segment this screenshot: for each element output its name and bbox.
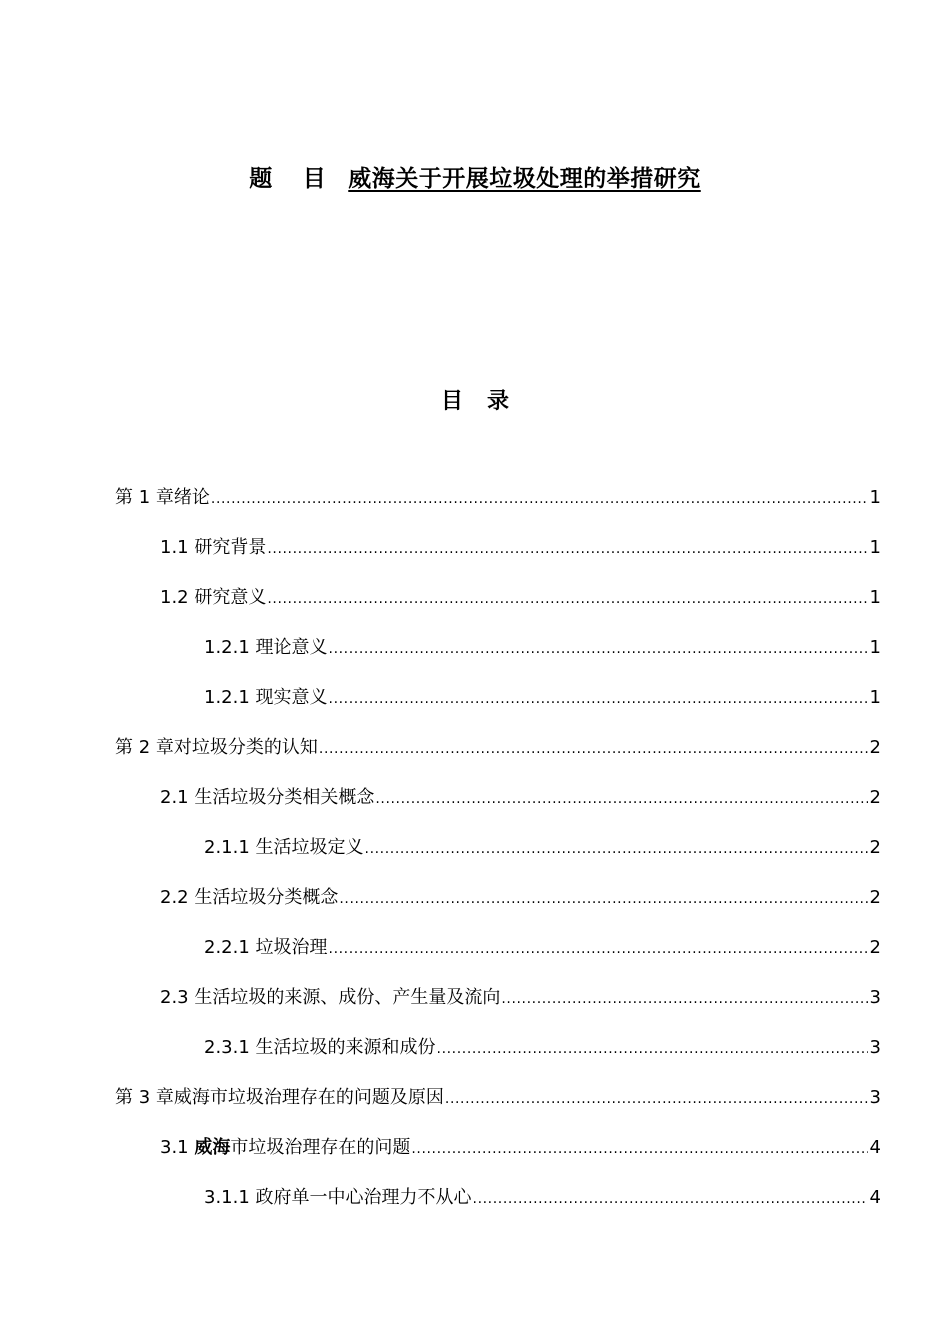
- toc-entry-label: 2.1 生活垃圾分类相关概念: [160, 787, 375, 808]
- toc-entry-ch1[interactable]: [115, 483, 881, 517]
- toc-heading: 目 录: [440, 389, 510, 414]
- toc-entry-label: 1.2.1 理论意义: [204, 637, 328, 658]
- toc-entry-1-2-1a[interactable]: [204, 633, 881, 667]
- toc-entry-2-1-1[interactable]: [204, 833, 881, 867]
- toc-entry-label: 2.2 生活垃圾分类概念: [160, 887, 339, 908]
- toc-entry-page: 1: [869, 637, 881, 658]
- dot-leader: [411, 1141, 867, 1157]
- toc-entry-page: 1: [869, 587, 881, 608]
- toc-entry-label: 2.3.1 生活垃圾的来源和成份: [204, 1037, 436, 1058]
- toc-entry-ch3[interactable]: [115, 1083, 881, 1117]
- dot-leader: [267, 541, 867, 557]
- toc-entry-2-3-1[interactable]: [204, 1033, 881, 1067]
- toc-entry-1-2[interactable]: [160, 583, 881, 617]
- toc-entry-label: 3.1 威海市垃圾治理存在的问题: [160, 1137, 411, 1158]
- toc-entry-3-1-1[interactable]: [204, 1183, 881, 1217]
- toc-entry-2-2[interactable]: [160, 883, 881, 917]
- dot-leader: [329, 691, 868, 707]
- toc-entry-page: 1: [869, 487, 881, 508]
- toc-entry-1-1[interactable]: [160, 533, 881, 567]
- dot-leader: [473, 1191, 868, 1207]
- toc-entry-page: 4: [869, 1187, 881, 1208]
- dot-leader: [445, 1091, 868, 1107]
- dot-leader: [339, 891, 867, 907]
- toc-entry-1-2-1b[interactable]: [204, 683, 881, 717]
- toc-entry-label: 第 1 章绪论: [115, 487, 210, 508]
- dot-leader: [211, 491, 868, 507]
- toc-entry-page: 3: [869, 1087, 881, 1108]
- dot-leader: [437, 1041, 868, 1057]
- toc-entry-ch2[interactable]: [115, 733, 881, 767]
- toc-entry-2-2-1[interactable]: [204, 933, 881, 967]
- toc-entry-2-1[interactable]: [160, 783, 881, 817]
- toc-entry-page: 2: [869, 837, 881, 858]
- thesis-title: [0, 160, 950, 193]
- toc-entry-label: 2.1.1 生活垃圾定义: [204, 837, 364, 858]
- dot-leader: [319, 741, 868, 757]
- toc-entry-page: 2: [869, 937, 881, 958]
- title-text: 威海关于开展垃圾处理的举措研究: [348, 166, 701, 192]
- toc-entry-page: 1: [869, 537, 881, 558]
- dot-leader: [329, 641, 868, 657]
- toc-entry-label: 2.2.1 垃圾治理: [204, 937, 328, 958]
- dot-leader: [267, 591, 867, 607]
- toc-entry-page: 3: [869, 987, 881, 1008]
- toc-entry-page: 4: [869, 1137, 881, 1158]
- dot-leader: [365, 841, 868, 857]
- toc-entry-page: 2: [869, 787, 881, 808]
- toc-entry-page: 1: [869, 687, 881, 708]
- dot-leader: [329, 941, 868, 957]
- toc-entry-page: 2: [869, 737, 881, 758]
- toc-entry-label: 2.3 生活垃圾的来源、成份、产生量及流向: [160, 987, 501, 1008]
- toc-entry-label: 3.1.1 政府单一中心治理力不从心: [204, 1187, 472, 1208]
- toc-entry-label: 第 2 章对垃圾分类的认知: [115, 737, 318, 758]
- toc-entry-2-3[interactable]: [160, 983, 881, 1017]
- toc-entry-page: 3: [869, 1037, 881, 1058]
- dot-leader: [375, 791, 867, 807]
- toc-entry-3-1[interactable]: [160, 1133, 881, 1167]
- title-label: 题 目: [249, 166, 327, 192]
- toc-entry-label: 第 3 章威海市垃圾治理存在的问题及原因: [115, 1087, 444, 1108]
- dot-leader: [501, 991, 867, 1007]
- toc-entry-label: 1.2.1 现实意义: [204, 687, 328, 708]
- toc-entry-label: 1.2 研究意义: [160, 587, 267, 608]
- toc-entry-label: 1.1 研究背景: [160, 537, 267, 558]
- toc-entry-page: 2: [869, 887, 881, 908]
